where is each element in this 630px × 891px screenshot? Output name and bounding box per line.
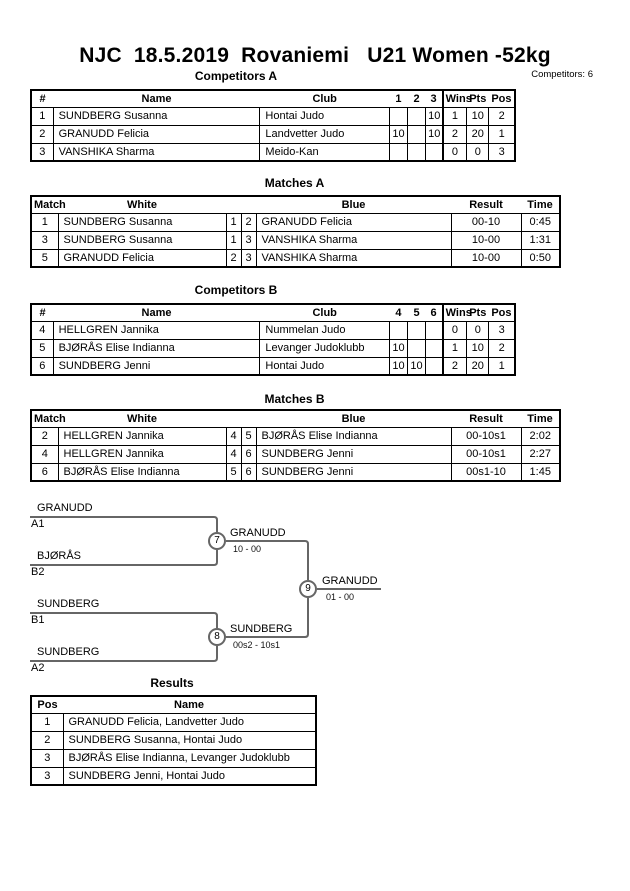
- table-row: 6 BJØRÅS Elise Indianna 5 6 SUNDBERG Jenni 00s1-10 1:45: [31, 463, 560, 481]
- col-pos: Pos: [31, 696, 63, 713]
- col-bnum: [241, 196, 256, 213]
- bracket-sf2-winner: SUNDBERG: [230, 623, 293, 635]
- matches-a-title: Matches A: [264, 176, 325, 190]
- competitors-a-table: [30, 89, 516, 162]
- col-bnum: [241, 410, 256, 427]
- col-result: Result: [451, 410, 521, 427]
- header-row: [31, 696, 316, 713]
- table-row: 1 SUNDBERG Susanna 1 2 GRANUDD Felicia 00-10 0:45: [31, 213, 560, 231]
- table-row: 5 GRANUDD Felicia 2 3 VANSHIKA Sharma 10-00 0:50: [31, 249, 560, 267]
- header-row: [31, 90, 515, 107]
- col-blue: Blue: [256, 410, 451, 427]
- matches-a-table: [30, 195, 561, 268]
- bracket-sf2-score: 00s2 - 10s1: [233, 640, 281, 650]
- table-row: 2 HELLGREN Jannika 4 5 BJØRÅS Elise Indianna 00-10s1 2:02: [31, 427, 560, 445]
- col-blue: Blue: [256, 196, 451, 213]
- col-match: Match: [31, 196, 58, 213]
- header-row: [31, 304, 515, 321]
- col-5: 5: [408, 304, 426, 321]
- results-title: Results: [150, 676, 194, 690]
- table-row: 5 BJØRÅS Elise Indianna Levanger Judoklubb 10 1 10 2: [31, 339, 515, 357]
- col-6: 6: [426, 304, 443, 321]
- page-title: NJC 18.5.2019 Rovaniemi U21 Women -52kg: [79, 44, 551, 67]
- col-wnum: [226, 196, 241, 213]
- bracket-match-8-number: 8: [208, 628, 226, 646]
- competitors-b-title: Competitors B: [194, 283, 278, 297]
- final-bracket: [0, 497, 630, 682]
- col-club: Club: [260, 304, 390, 321]
- bracket-sf1-top-name: GRANUDD: [37, 502, 93, 514]
- col-white: White: [58, 196, 226, 213]
- col-4: 4: [389, 304, 407, 321]
- col-name: Name: [53, 304, 260, 321]
- bracket-match-9-number: 9: [299, 580, 317, 598]
- bracket-sf1-top-seed: A1: [31, 518, 45, 530]
- bracket-match-7-number: 7: [208, 532, 226, 550]
- bracket-sf2-top-name: SUNDBERG: [37, 598, 100, 610]
- col-3: 3: [426, 90, 443, 107]
- col-wins: Wins: [443, 90, 467, 107]
- col-2: 2: [408, 90, 426, 107]
- table-row: 3 SUNDBERG Susanna 1 3 VANSHIKA Sharma 10-00 1:31: [31, 231, 560, 249]
- matches-b-table: [30, 409, 561, 482]
- competitors-b-table: [30, 303, 516, 376]
- col-result: Result: [451, 196, 521, 213]
- col-match: Match: [31, 410, 58, 427]
- bracket-sf1-bottom-seed: B2: [31, 566, 45, 578]
- col-pts: Pts: [467, 90, 489, 107]
- table-row: 1 SUNDBERG Susanna Hontai Judo 10 1 10 2: [31, 107, 515, 125]
- table-row: 4 HELLGREN Jannika Nummelan Judo 0 0 3: [31, 321, 515, 339]
- header-row: [31, 196, 560, 213]
- col-name: Name: [63, 696, 316, 713]
- header-row: [31, 410, 560, 427]
- col-1: 1: [389, 90, 407, 107]
- col-pos: Pos: [489, 304, 515, 321]
- col-time: Time: [521, 410, 560, 427]
- col-name: Name: [53, 90, 260, 107]
- table-row: 2 GRANUDD Felicia Landvetter Judo 10 10 2 20 1: [31, 125, 515, 143]
- bracket-sf2-top-seed: B1: [31, 614, 45, 626]
- table-row: 4 HELLGREN Jannika 4 6 SUNDBERG Jenni 00-10s1 2:27: [31, 445, 560, 463]
- table-row: 2 SUNDBERG Susanna, Hontai Judo: [31, 731, 316, 749]
- table-row: 1 GRANUDD Felicia, Landvetter Judo: [31, 713, 316, 731]
- bracket-sf2-bottom-seed: A2: [31, 662, 45, 674]
- col-wnum: [226, 410, 241, 427]
- col-wins: Wins: [443, 304, 467, 321]
- col-club: Club: [260, 90, 390, 107]
- col-num: #: [31, 304, 53, 321]
- table-row: 6 SUNDBERG Jenni Hontai Judo 10 10 2 20 1: [31, 357, 515, 375]
- table-row: 3 VANSHIKA Sharma Meido-Kan 0 0 3: [31, 143, 515, 161]
- bracket-sf1-bottom-name: BJØRÅS: [37, 550, 82, 562]
- results-table: [30, 695, 317, 786]
- table-row: 3 BJØRÅS Elise Indianna, Levanger Judoklubb: [31, 749, 316, 767]
- bracket-final-score: 01 - 00: [326, 592, 355, 602]
- bracket-sf2-bottom-name: SUNDBERG: [37, 646, 100, 658]
- competitors-a-title: Competitors A: [194, 69, 278, 83]
- col-white: White: [58, 410, 226, 427]
- competitors-count: Competitors: 6: [531, 69, 593, 80]
- col-num: #: [31, 90, 53, 107]
- col-pts: Pts: [467, 304, 489, 321]
- bracket-sf1-winner: GRANUDD: [230, 527, 286, 539]
- col-pos: Pos: [489, 90, 515, 107]
- table-row: 3 SUNDBERG Jenni, Hontai Judo: [31, 767, 316, 785]
- col-time: Time: [521, 196, 560, 213]
- bracket-final-winner: GRANUDD: [322, 575, 378, 587]
- bracket-sf1-score: 10 - 00: [233, 544, 262, 554]
- matches-b-title: Matches B: [264, 392, 325, 406]
